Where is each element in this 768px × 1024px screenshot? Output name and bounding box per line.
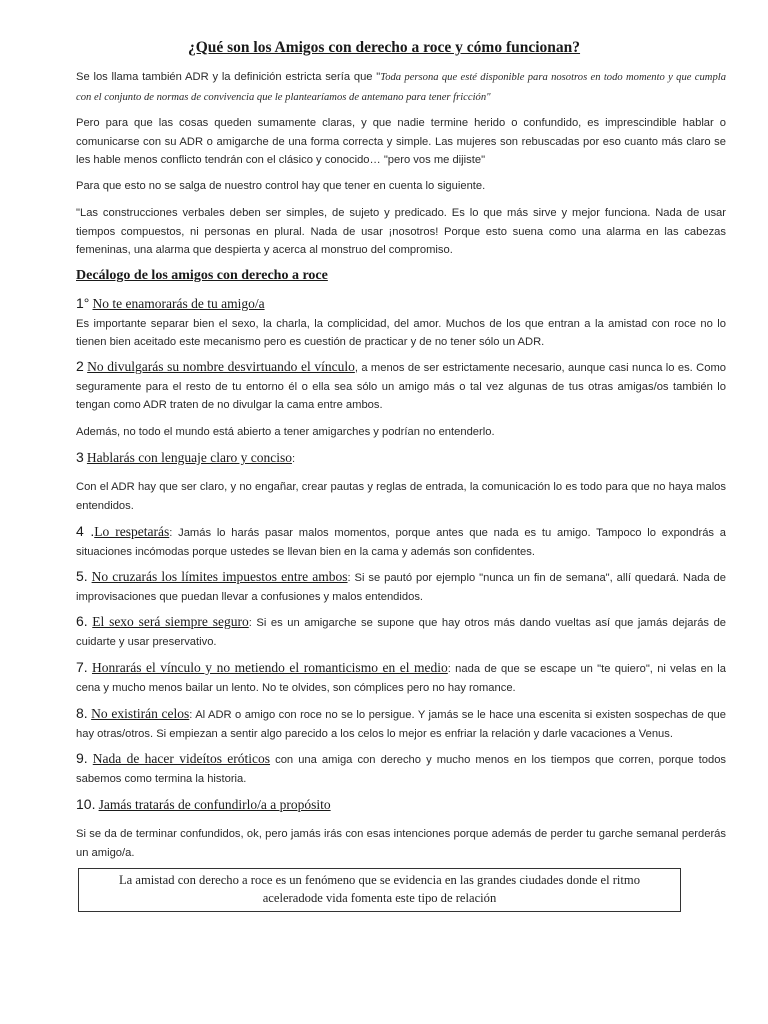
rule-item bbox=[76, 658, 726, 697]
rule-text: : bbox=[291, 453, 296, 465]
rule-item bbox=[76, 294, 726, 352]
rule-note: Si se da de terminar confundidos, ok, pero jamás irás con esas intenciones porque además de perder tu garche semanal perderás un amigo/a. bbox=[76, 828, 726, 859]
rule-text: con una amiga con derecho y mucho menos en los tiempos que corren, porque todos sabemos como termina la historia. bbox=[76, 754, 727, 785]
rule-note: Con el ADR hay que ser claro, y no engañar, crear pautas y reglas de entrada, la comunicación lo es todo para que no haya malos entendidos. bbox=[76, 481, 726, 512]
rule-text: : Si se pautó por ejemplo "nunca un fin de semana", allí quedará. Nada de improvisaciones que puedan llevar a confusiones y malos entendidos. bbox=[76, 572, 726, 603]
paragraph-3: "Las construcciones verbales deben ser simples, de sujeto y predicado. Es lo que más sirve y mejor funciona. Nada de usar tiempos compuestos, ni personas en plural. Nada de usar ¡nosotros! Porque esto suena como una alarma en las cabezas femeninas, una alarma que despierta y acerca al monstruo del compromiso. bbox=[76, 207, 726, 256]
rule-number: 10. bbox=[76, 796, 96, 812]
callout-line-2: aceleradode vida fomenta este tipo de relación bbox=[262, 891, 497, 905]
rule-text: : Jamás lo harás pasar malos momentos, porque antes que nada es tu amigo. Tampoco lo expondrás a situaciones incómodas porque ustedes se llevan bien en la cama y además son confidentes. bbox=[76, 527, 726, 558]
rule-item bbox=[76, 795, 726, 816]
rule-title: El sexo será siempre seguro bbox=[92, 614, 249, 629]
paragraph-2: Para que esto no se salga de nuestro control hay que tener en cuenta lo siguiente. bbox=[76, 180, 486, 192]
rule-number: 9. bbox=[76, 750, 88, 766]
rule-text: : Si es un amigarche se supone que hay otros más dando vueltas así que jamás dejarás de cuidarte y usar preservativo. bbox=[76, 617, 727, 648]
intro-prefix: Se los llama también ADR y la definición estricta sería que " bbox=[76, 71, 381, 83]
rule-title: Honrarás el vínculo y no metiendo el romanticismo en el medio bbox=[91, 660, 448, 675]
rule-number: 8. bbox=[76, 705, 88, 721]
paragraph-1: Pero para que las cosas queden sumamente claras, y que nadie termine herido o confundido, es imprescindible hablar o comunicarse con su ADR o amigarche de una forma correcta y simple. Las mujeres son rebuscadas por eso cuanto más claro se les hable menos conflicto tendrán con el clásico y conocido… "pero vos me dijiste" bbox=[76, 117, 726, 166]
rule-item bbox=[76, 522, 726, 561]
intro-friccion: fricción" bbox=[453, 91, 491, 103]
intro-quote: Toda persona que esté disponible para nosotros en todo momento y que cumpla con el conjunto de normas de convivencia que le plantearíamos de antemano para tener bbox=[76, 72, 726, 103]
callout-box bbox=[78, 868, 681, 912]
rule-number: 6. bbox=[76, 613, 88, 629]
rule-number: 3 bbox=[76, 449, 84, 465]
intro-paragraph bbox=[76, 68, 726, 107]
rule-title: No cruzarás los límites impuestos entre ambos bbox=[91, 569, 348, 584]
rule-text: : Al ADR o amigo con roce no se lo persigue. Y jamás se le hace una escenita si existen sospechas de que hay otras/otros. Si empiezan a sentir algo parecido a los celos lo mejor es enfriar la relación y darle vacaciones a Venus. bbox=[76, 709, 726, 740]
rule-title: Jamás tratarás de confundirlo/a a propósito bbox=[98, 797, 331, 812]
rule-title: No existirán celos bbox=[91, 706, 190, 721]
rule-title: No te enamorarás de tu amigo/a bbox=[92, 296, 265, 311]
rule-text: : nada de que se escape un "te quiero", ni velas en la cena y mucho menos bailar un lento. No te olvides, son cómplices pero no hay romance. bbox=[76, 663, 726, 694]
rule-number: 4 . bbox=[76, 523, 95, 539]
rule-item bbox=[76, 704, 726, 743]
rule-title: Hablarás con lenguaje claro y conciso bbox=[86, 450, 292, 465]
page-title: ¿Qué son los Amigos con derecho a roce y cómo funcionan? bbox=[187, 39, 581, 56]
rule-title: Lo respetarás bbox=[94, 524, 170, 539]
rule-number: 5. bbox=[76, 568, 88, 584]
rule-item bbox=[76, 567, 726, 606]
section-title: Decálogo de los amigos con derecho a roce bbox=[76, 268, 328, 283]
callout-line-1: La amistad con derecho a roce es un fenómeno que se evidencia en las grandes ciudades donde el ritmo bbox=[118, 873, 641, 887]
rule-item bbox=[76, 612, 726, 651]
rule-item bbox=[76, 448, 726, 469]
rule-number: 1° bbox=[76, 295, 90, 311]
rule-text: , a menos de ser estrictamente necesario, aunque casi nunca lo es. Como seguramente para el resto de tu entorno él o ella sea sólo un amigo más o tal vez algunas de tus otras amigas/os también lo tengan como ADR traten de no divulgar la cama entre ambos. bbox=[76, 362, 726, 411]
rule-item bbox=[76, 749, 726, 788]
rule-item bbox=[76, 357, 726, 415]
rule-title: Nada de hacer videítos eróticos bbox=[92, 751, 271, 766]
rule-note: Además, no todo el mundo está abierto a tener amigarches y podrían no entenderlo. bbox=[76, 426, 495, 438]
rule-text: Es importante separar bien el sexo, la charla, la complicidad, del amor. Muchos de los que entran a la amistad con roce no lo tienen bien aceitado este mecanismo pero es cuestión de practicar y de no tener sólo un ADR. bbox=[76, 317, 726, 348]
rule-number: 2 bbox=[76, 358, 84, 374]
rule-number: 7. bbox=[76, 659, 88, 675]
rule-title: No divulgarás su nombre desvirtuando el vínculo bbox=[87, 359, 355, 374]
